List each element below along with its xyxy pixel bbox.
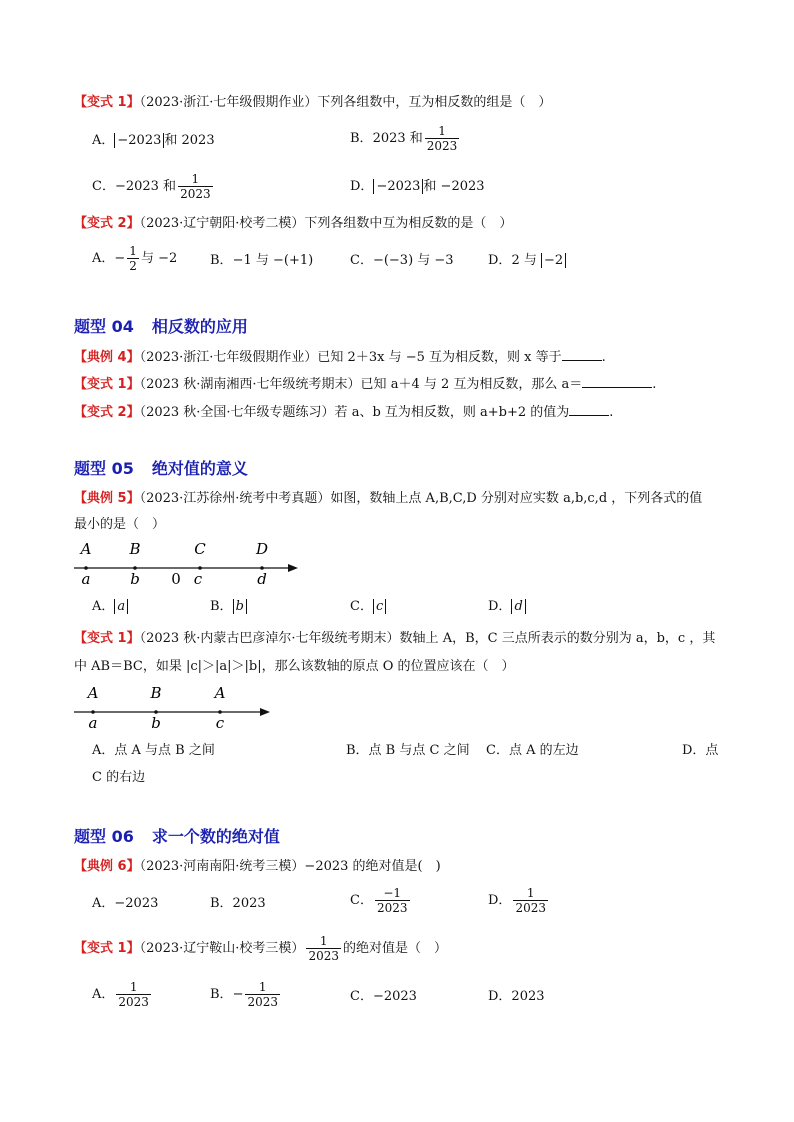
option-d: D．点 — [682, 743, 719, 758]
option-b: B．点 B 与点 C 之间 — [346, 743, 470, 758]
svg-text:b: b — [151, 714, 161, 732]
answer-blank — [562, 346, 602, 361]
option-d: D．2 与 −2 — [488, 252, 566, 270]
question-e4: 【典例 4】（2023·浙江·七年级假期作业）已知 2＋3x 与 −5 互为相反数，则 x 等于 . — [74, 346, 606, 367]
section-heading-05: 题型 05 绝对值的意义 — [74, 459, 248, 478]
option-c: C．点 A 的左边 — [486, 743, 579, 758]
number-line-1 — [70, 540, 310, 590]
question-v2-opposite: 【变式 2】（2023·辽宁朝阳·校考二模）下列各组数中互为相反数的是（ ） — [74, 216, 513, 231]
label-A: A — [80, 540, 92, 558]
question-text: （2023·浙江·七年级假期作业）下列各组数中，互为相反数的组是（ ） — [139, 95, 552, 110]
label-B: B — [129, 540, 141, 558]
svg-text:a: a — [88, 714, 98, 732]
option-a: A．− $\frac{1}{2}$ 与 −2 — [92, 244, 178, 273]
option-c: C．−2023 和 $\frac{1}{2023}$ — [92, 172, 211, 201]
option-b: B．−1 与 −(+1) — [210, 253, 314, 268]
option-d: D． $\frac{1}{2023}$ — [488, 886, 546, 915]
answer-blank — [569, 401, 609, 416]
question-v2-value: 【变式 2】（2023 秋·全国·七年级专题练习）若 a、b 互为相反数，则 a+b+2 的值为 . — [74, 401, 613, 422]
value-b: b — [130, 570, 140, 588]
section-heading-06: 题型 06 求一个数的绝对值 — [74, 827, 280, 846]
option-d: D．2023 — [488, 989, 545, 1004]
option-a: A． $\frac{1}{2023}$ — [92, 980, 149, 1009]
option-a: A．点 A 与点 B 之间 — [92, 743, 215, 758]
question-e6: 【典例 6】（2023·河南南阳·统考三模）−2023 的绝对值是( ) — [74, 859, 441, 874]
question-e5-line2: 最小的是（ ） — [74, 517, 166, 532]
question-e5-line1: 【典例 5】（2023·江苏徐州·统考中考真题）如图，数轴上点 A,B,C,D 分别对应实数 a,b,c,d ，下列各式的值 — [74, 491, 703, 506]
option-d: D． −2023 和 −2023 — [350, 179, 485, 194]
option-b: B． b — [210, 598, 247, 616]
option-b: B．2023 — [210, 896, 266, 911]
option-c: C． $\frac{-1}{2023}$ — [350, 886, 408, 915]
question-text: （2023·辽宁朝阳·校考二模）下列各组数中互为相反数的是（ ） — [139, 216, 513, 231]
option-d: D． d — [488, 598, 526, 616]
label-C: C — [194, 540, 206, 558]
option-b: B．2023 和 $\frac{1}{2023}$ — [350, 124, 458, 153]
question-v1-opposite: 【变式 1】（2023·浙江·七年级假期作业）下列各组数中，互为相反数的组是（ ） — [74, 95, 552, 110]
svg-text:A: A — [214, 684, 226, 702]
value-d: d — [257, 570, 267, 588]
answer-blank — [582, 373, 652, 388]
option-a: A． −2023 和 2023 — [92, 133, 215, 148]
question-v1-origin-line2: 中 AB＝BC，如果 |c|＞|a|＞|b|，那么该数轴的原点 O 的位置应该在（ ） — [74, 659, 515, 674]
number-line-2 — [70, 684, 280, 734]
option-c: C． c — [350, 598, 386, 616]
option-a: A． a — [92, 598, 128, 616]
label-D: D — [255, 540, 269, 558]
svg-text:c: c — [215, 714, 225, 732]
question-v1-origin-line1: 【变式 1】（2023 秋·内蒙古巴彦淖尔·七年级统考期末）数轴上 A，B，C 三点所表示的数分别为 a，b，c ，其 — [74, 631, 716, 646]
option-c: C．−2023 — [350, 989, 417, 1004]
question-v1-abs: 【变式 1】（2023·辽宁鞍山·校考三模） $\frac{1}{2023}$ 的绝对值是（ ） — [74, 934, 447, 963]
svg-text:A: A — [87, 684, 99, 702]
option-c: C．−(−3) 与 −3 — [350, 253, 454, 268]
section-heading-04: 题型 04 相反数的应用 — [74, 317, 248, 336]
svg-text:B: B — [150, 684, 162, 702]
question-v1-value: 【变式 1】（2023 秋·湖南湘西·七年级统考期末）已知 a＋4 与 2 互为相反数，那么 a＝ . — [74, 373, 656, 394]
value-zero: 0 — [171, 570, 181, 588]
option-b: B．− $\frac{1}{2023}$ — [210, 980, 279, 1009]
value-a: a — [81, 570, 91, 588]
option-a: A．−2023 — [92, 896, 159, 911]
value-c: c — [193, 570, 203, 588]
option-d-continued: C 的右边 — [92, 770, 146, 785]
